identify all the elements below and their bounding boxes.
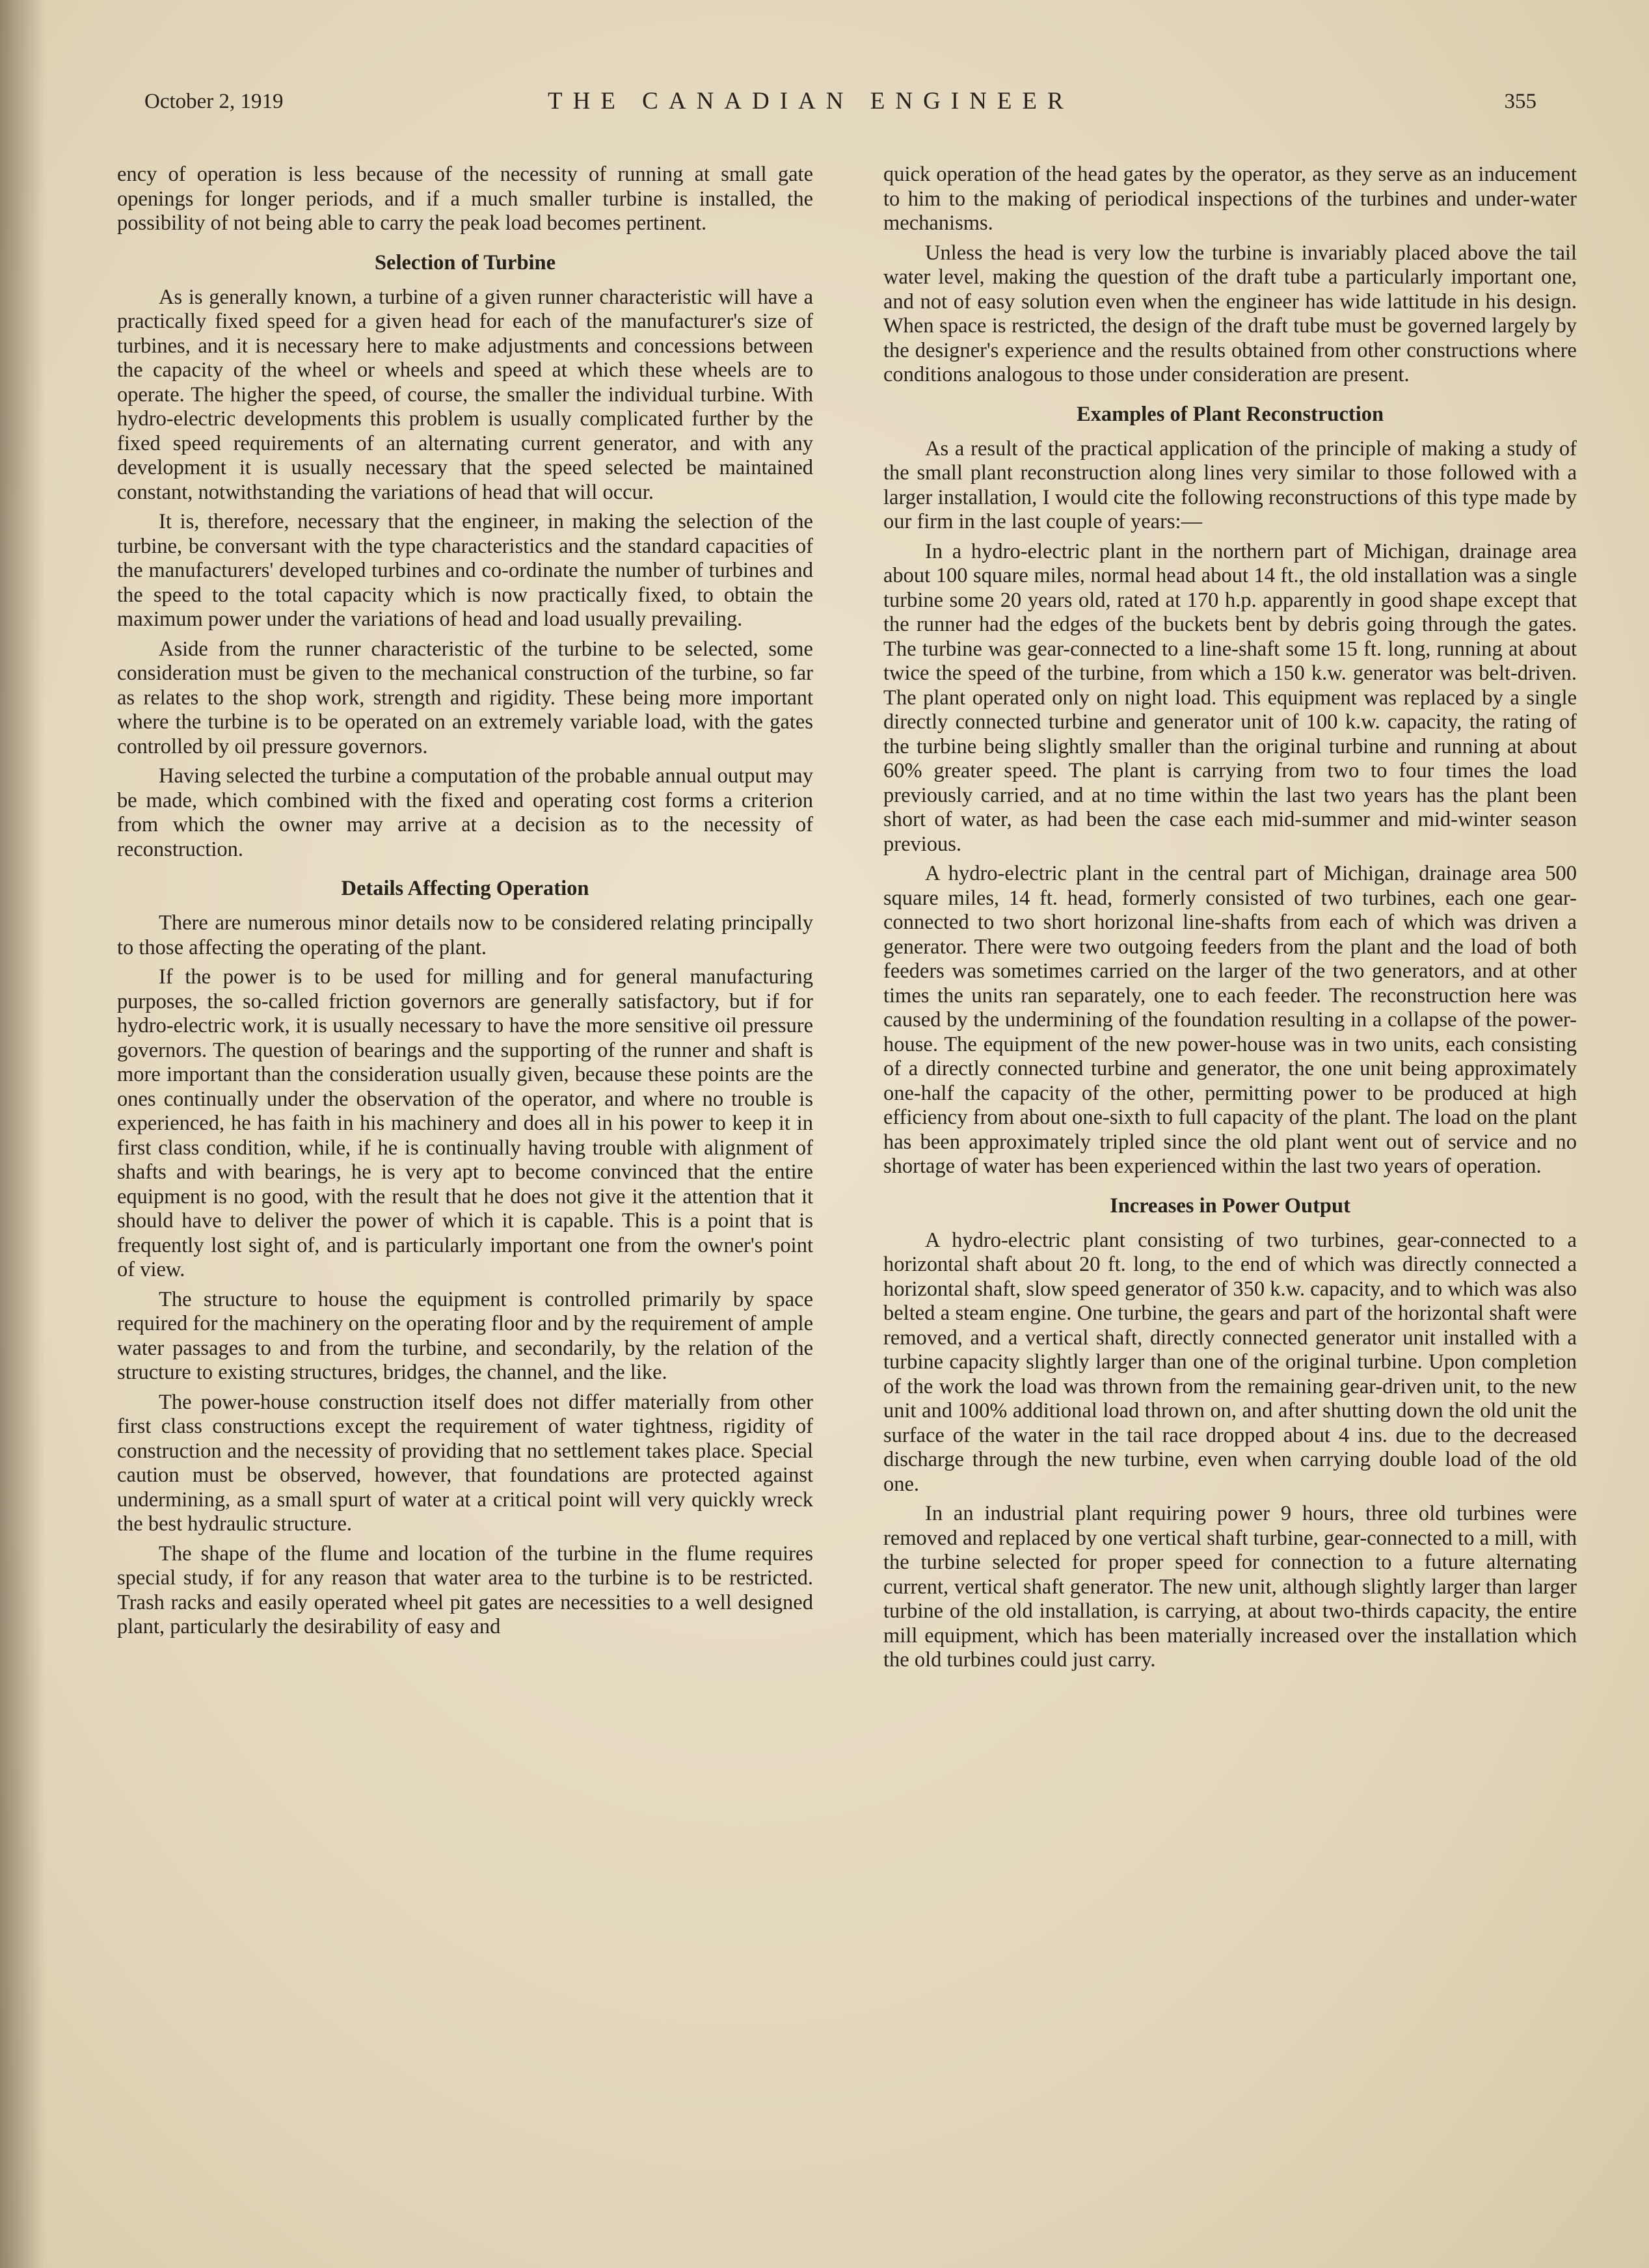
paragraph: In a hydro-electric plant in the northern part of Michigan, drainage area about 100 square miles, normal head about 14 ft., the old installation was a single turbine some 20 years old, rated at 170 h.p. apparently in good shape except that the runner had the edges of the buckets bent by debris going through the gates. The turbine was gear-connected to a line-shaft some 15 ft. long, running at about twice the speed of the turbine, from which a 150 k.w. generator was belt-driven. The plant operated only on night load. This equipment was replaced by a single directly connected turbine and generator unit of 100 k.w. capacity, the rating of the turbine being slightly smaller than the original turbine and running at about 60% greater speed. The plant is carrying from two to four times the load previously carried, and at no time within the last two years has the plant been short of water, as had been the case each mid-summer and mid-winter season previous.	[883, 539, 1577, 856]
paragraph: The power-house construction itself does not differ materially from other first class constructions except the requirement of water tightness, rigidity of construction and the necessity of providing that no settlement takes place. Special caution must be observed, however, that foundations are protected against undermining, as a small spurt of water at a critical point will very quickly wreck the best hydraulic structure.	[117, 1390, 813, 1536]
paragraph: There are numerous minor details now to be considered relating principally to those affecting the operating of the plant.	[117, 911, 813, 959]
paragraph: In an industrial plant requiring power 9 hours, three old turbines were removed and replaced by one vertical shaft turbine, gear-connected to a mill, with the turbine selected for proper speed for connection to a future alternating current, vertical shaft generator. The new unit, although slightly larger than larger turbine of the old installation, is carrying, at about two-thirds capacity, the entire mill equipment, which has been materially increased over the installation which the old turbines could just carry.	[883, 1502, 1577, 1672]
paragraph: quick operation of the head gates by the operator, as they serve as an inducement to him to the making of periodical inspections of the turbines and under-water mechanisms.	[883, 163, 1577, 235]
paragraph: As is generally known, a turbine of a given runner characteristic will have a practically fixed speed for a given head for each of the manufacturer's size of turbines, and it is necessary here to make adjustments and concessions between the capacity of the wheel or wheels and speed at which these wheels are to operate. The higher the speed, of course, the smaller the individual turbine. With hydro-electric developments this problem is usually complicated further by the fixed speed requirements of an alternating current generator, and with any development it is usually necessary that the speed selected be maintained constant, notwithstanding the variations of head that will occur.	[117, 285, 813, 504]
journal-title: THE CANADIAN ENGINEER	[548, 88, 1074, 114]
section-heading: Details Affecting Operation	[341, 877, 589, 900]
paragraph: The shape of the flume and location of the turbine in the flume requires special study, if for any reason that water area to the turbine is to be restricted. Trash racks and easily operated wheel pit gates are necessities to a well designed plant, particularly the desirability of easy and	[117, 1541, 813, 1638]
paragraph: ency of operation is less because of the necessity of running at small gate openings for longer periods, and if a much smaller turbine is installed, the possibility of not being able to carry the peak load becomes pertinent.	[117, 163, 813, 235]
issue-date: October 2, 1919	[144, 90, 284, 113]
right-column	[883, 163, 1577, 1678]
running-header	[144, 90, 1536, 129]
left-column	[117, 163, 813, 1645]
section-heading: Examples of Plant Reconstruction	[1076, 402, 1384, 426]
paragraph: The structure to house the equipment is controlled primarily by space required for the machinery on the operating floor and by the requirement of ample water passages to and from the turbine, and secondarily, by the relation of the structure to existing structures, bridges, the channel, and the like.	[117, 1287, 813, 1384]
paragraph: It is, therefore, necessary that the engineer, in making the selection of the turbine, be conversant with the type characteristics and the standard capacities of the manufacturers' developed turbines and co-ordinate the number of turbines and the speed to the total capacity which is now practically fixed, to obtain the maximum power under the variations of head and load usually prevailing.	[117, 510, 813, 631]
paragraph: A hydro-electric plant consisting of two turbines, gear-connected to a horizontal shaft about 20 ft. long, to the end of which was directly connected a horizontal shaft, slow speed generator of 350 k.w. capacity, and to which was also belted a steam engine. One turbine, the gears and part of the horizontal shaft were removed, and a vertical shaft, directly connected generator unit installed with a turbine capacity slightly larger than one of the original turbine. Upon completion of the work the load was thrown from the remaining gear-driven unit, to the new unit and 100% additional load thrown on, and after shutting down the old unit the surface of the water in the tail race dropped about 4 ins. due to the decreased discharge through the new turbine, even when carrying double load of the old one.	[883, 1228, 1577, 1496]
paragraph: If the power is to be used for milling and for general manufacturing purposes, the so-called friction governors are generally satisfactory, but if for hydro-electric work, it is usually necessary to have the more sensitive oil pressure governors. The question of bearings and the supporting of the runner and shaft is more important than the consideration usually given, because these points are the ones continually under the observation of the operator, and where no trouble is experienced, he has faith in his machinery and does all in his power to keep it in first class condition, while, if he is continually having trouble with alignment of shafts and with bearings, he is very apt to become convinced that the entire equipment is no good, with the result that he does not give it the attention that it should have to deliver the power of which it is capable. This is a point that is frequently lost sight of, and is particularly important one from the owner's point of view.	[117, 965, 813, 1281]
page-number: 355	[1504, 90, 1536, 113]
paragraph: Aside from the runner characteristic of the turbine to be selected, some consideration must be given to the mechanical construction of the turbine, so far as relates to the shop work, strength and rigidity. These being more important where the turbine is to be operated on an extremely variable load, with the gates controlled by oil pressure governors.	[117, 637, 813, 758]
binding-shadow	[0, 0, 46, 2268]
paragraph: Having selected the turbine a computation of the probable annual output may be made, which combined with the fixed and operating cost forms a criterion from which the owner may arrive at a decision as to the necessity of reconstruction.	[117, 764, 813, 861]
paragraph: As a result of the practical application of the principle of making a study of the small plant reconstruction along lines very similar to those followed with a larger installation, I would cite the following reconstructions of this type made by our firm in the last couple of years:—	[883, 436, 1577, 533]
section-heading: Increases in Power Output	[1110, 1194, 1350, 1218]
paragraph: Unless the head is very low the turbine is invariably placed above the tail water level, making the question of the draft tube a particularly important one, and not of easy solution even when the engineer has wide lattitude in his design. When space is restricted, the design of the draft tube must be governed largely by the designer's experience and the results obtained from other constructions where conditions analogous to those under consideration are present.	[883, 241, 1577, 386]
section-heading: Selection of Turbine	[374, 250, 556, 274]
paragraph: A hydro-electric plant in the central part of Michigan, drainage area 500 square miles, 14 ft. head, formerly consisted of two turbines, each one gear-connected to two short horizonal line-shafts from each of which was driven a generator. There were two outgoing feeders from the plant and the load of both feeders was sometimes carried on the larger of the two generators, and at other times the units ran separately, one to each feeder. The reconstruction here was caused by the undermining of the foundation resulting in a collapse of the power-house. The equipment of the new power-house was in two units, each consisting of a directly connected turbine and generator, the one unit being approximately one-half the capacity of the other, permitting power to be produced at high efficiency from about one-sixth to full capacity of the plant. The load on the plant has been approximately tripled since the old plant went out of service and no shortage of water has been experienced within the last two years of operation.	[883, 862, 1577, 1178]
